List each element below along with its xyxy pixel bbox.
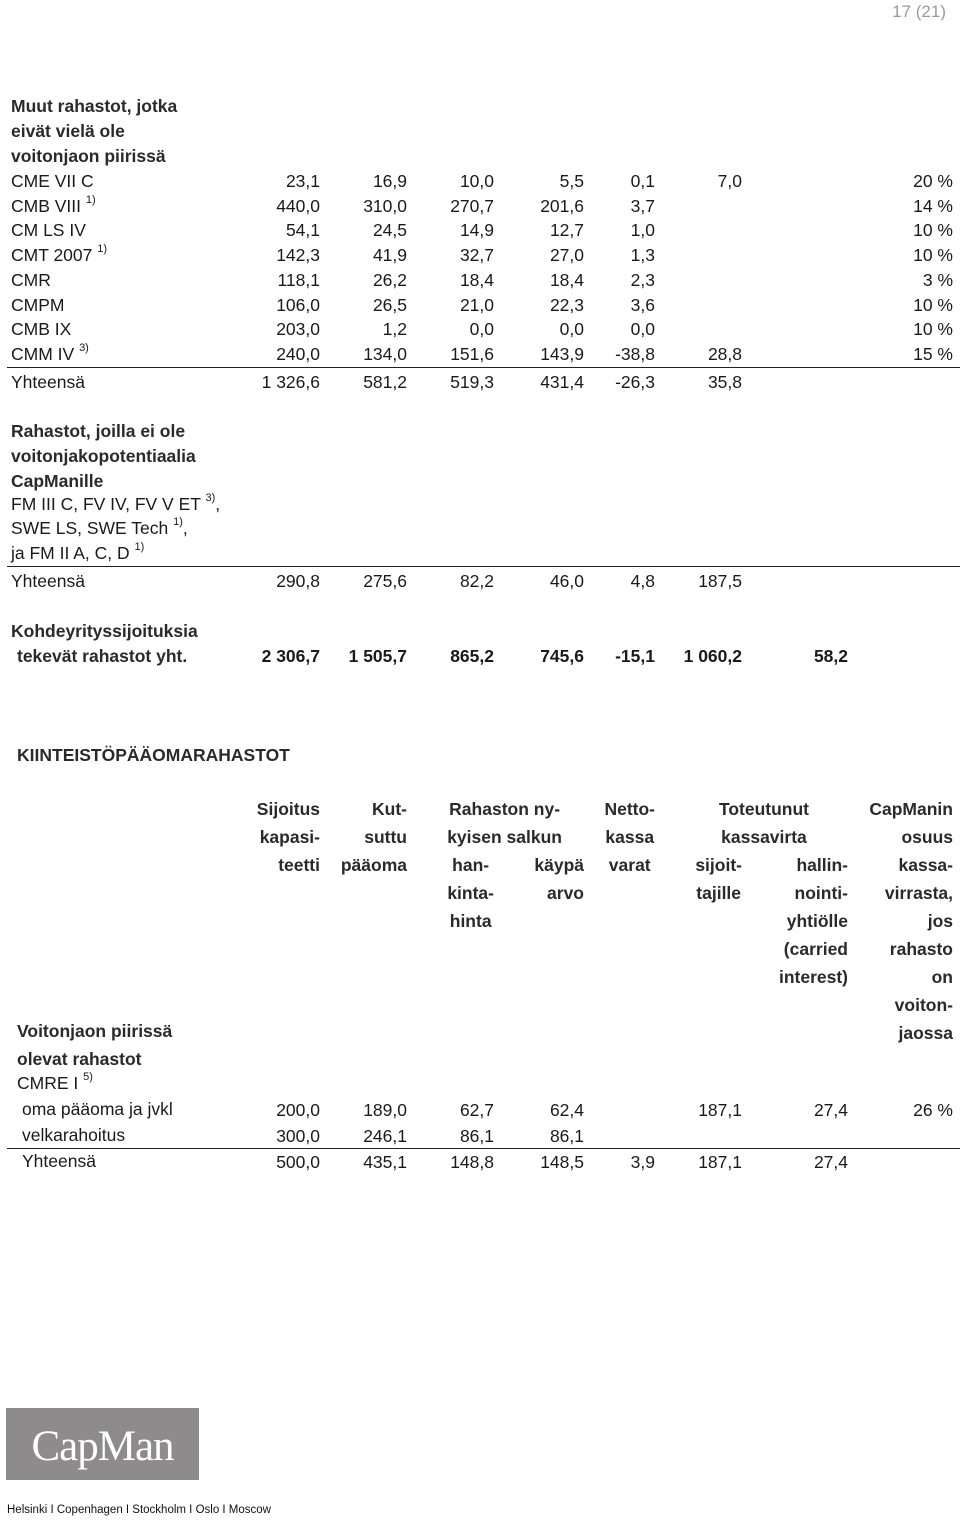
table-cell: 1,2 — [382, 319, 407, 340]
total-cell: 519,3 — [450, 372, 494, 392]
total-cell: 187,5 — [698, 571, 742, 591]
share-percent: 3 % — [922, 269, 953, 290]
table-cell: 27,0 — [549, 245, 584, 266]
header-nettokassavarat: Netto- kassa varat — [604, 799, 655, 875]
table-row-name: oma pääoma ja jvkl — [22, 1099, 173, 1119]
share-percent: 10 % — [913, 220, 953, 241]
table-row-name: CMM IV $^{3)}$ — [11, 342, 89, 364]
table-cell: 16,9 — [372, 171, 407, 191]
table-cell: 18,4 — [549, 269, 584, 290]
footnote-marker: 3) — [205, 492, 216, 505]
total-cell: 35,8 — [707, 372, 742, 392]
table-row-name: CME VII C — [11, 171, 94, 191]
table-rule — [7, 1148, 960, 1149]
table-cell: 106,0 — [276, 294, 320, 315]
header-kutsuttu-paaoma: Kut- suttu pääoma — [340, 799, 407, 875]
table-cell: 26,2 — [372, 269, 407, 290]
table-cell: 310,0 — [363, 195, 407, 216]
total-label: Yhteensä — [22, 1151, 96, 1171]
table-row-name: velkarahoitus — [22, 1124, 126, 1145]
table-cell: 10,0 — [459, 171, 494, 191]
table-cell: 0,0 — [469, 319, 494, 340]
table-row-name: CMPM — [11, 294, 65, 315]
fund-list: FM III C, FV IV, FV V ET $^{3)}$, — [11, 492, 221, 514]
table-cell: 2,3 — [630, 269, 655, 290]
table-cell: 21,0 — [459, 294, 494, 315]
table-cell: 270,7 — [450, 195, 494, 216]
table-cell: 151,6 — [450, 343, 494, 364]
table-cell: 54,1 — [285, 220, 320, 241]
header-kaypa-arvo: käypä arvo — [534, 855, 584, 903]
share-percent: 26 % — [913, 1100, 953, 1120]
total-cell: 1 326,6 — [261, 372, 320, 392]
group-heading: Voitonjaon piirissä — [17, 1021, 173, 1041]
table-cell: 201,6 — [540, 195, 584, 216]
logo-text: CapMan — [31, 1423, 174, 1470]
table-cell: 24,5 — [372, 220, 407, 241]
section-heading: voitonjaon piirissä — [11, 146, 166, 166]
header-capmanin-osuus: CapManin osuus kassa- virrasta, jos rahasto on voiton- jaossa — [869, 799, 953, 1043]
grand-total-cell: 2 306,7 — [261, 646, 320, 666]
total-cell: 581,2 — [363, 372, 407, 392]
grand-total-cell: -15,1 — [615, 646, 655, 666]
table-cell: 1,0 — [630, 220, 655, 241]
total-cell: 431,4 — [540, 372, 584, 392]
table-cell: 22,3 — [549, 294, 584, 315]
share-percent: 10 % — [913, 294, 953, 315]
total-label: Yhteensä — [11, 571, 85, 591]
table-cell: 5,5 — [559, 171, 584, 191]
table-row-name: CMT 2007 $^{1)}$ — [11, 243, 108, 266]
total-cell: 435,1 — [363, 1152, 407, 1172]
table-cell: 0,1 — [630, 171, 655, 191]
table-cell: 86,1 — [549, 1125, 584, 1146]
page-number: 17 (21) — [892, 2, 946, 21]
header-hallinnointiyhtiolle: hallin- nointi- yhtiölle (carried interest) — [778, 855, 848, 987]
table-row-name: CMR — [11, 269, 51, 290]
table-cell: 0,0 — [630, 319, 655, 340]
section-heading: Muut rahastot, jotka — [11, 96, 178, 116]
capman-logo — [6, 1408, 199, 1480]
table-rule — [7, 367, 960, 368]
total-cell: 500,0 — [276, 1152, 320, 1172]
table-cell: 240,0 — [276, 343, 320, 364]
table-cell: 203,0 — [276, 319, 320, 340]
total-cell: 46,0 — [549, 571, 584, 591]
total-cell: 27,4 — [813, 1152, 848, 1172]
total-cell: 290,8 — [276, 571, 320, 591]
table-cell: 3,7 — [630, 195, 655, 216]
footnote-marker: 1) — [134, 541, 145, 554]
fund-name: CMRE I $^{5)}$ — [17, 1071, 93, 1093]
total-cell: 275,6 — [363, 571, 407, 591]
footnote-marker: 5) — [83, 1071, 93, 1084]
total-cell: 82,2 — [459, 571, 494, 591]
kiint-title: KIINTEISTÖPÄÄOMARAHASTOT — [17, 745, 290, 765]
table-cell: 28,8 — [707, 343, 742, 364]
share-percent: 14 % — [913, 195, 953, 216]
total-label: Yhteensä — [11, 372, 85, 392]
table-cell: 26,5 — [372, 294, 407, 315]
table-cell: 14,9 — [459, 220, 494, 241]
grand-total-cell: 745,6 — [540, 646, 584, 666]
footnote-marker: 1) — [173, 516, 183, 529]
fund-list: ja FM II A, C, D $^{1)}$ — [11, 541, 145, 563]
table-cell: 0,0 — [559, 319, 584, 340]
table-cell: 23,1 — [285, 171, 320, 191]
grand-total-cell: 58,2 — [813, 646, 848, 666]
section-heading: voitonjakopotentiaalia — [11, 446, 196, 466]
table-row-name: CMB VIII $^{1)}$ — [11, 193, 96, 216]
table-cell: 3,6 — [630, 294, 655, 315]
footer-locations: Helsinki I Copenhagen I Stockholm I Oslo I Moscow — [7, 1504, 271, 1516]
section-heading: tekevät rahastot yht. — [17, 646, 188, 666]
total-cell: 3,9 — [630, 1152, 655, 1172]
table-cell: 134,0 — [363, 343, 407, 364]
share-percent: 10 % — [913, 245, 953, 266]
table-cell: 189,0 — [363, 1100, 407, 1120]
table-cell: 1,3 — [630, 245, 655, 266]
table-cell: 18,4 — [459, 269, 494, 290]
table-cell: 187,1 — [698, 1100, 742, 1120]
total-cell: 4,8 — [630, 571, 655, 591]
total-cell: 148,8 — [450, 1152, 494, 1172]
header-hankintahinta: han- kinta- hinta — [447, 855, 494, 931]
table-row-name: CM LS IV — [11, 220, 86, 241]
section-heading: CapManille — [11, 471, 104, 491]
share-percent: 15 % — [913, 343, 953, 364]
table-cell: 86,1 — [459, 1125, 494, 1146]
share-percent: 10 % — [913, 319, 953, 340]
table-cell: 143,9 — [540, 343, 584, 364]
footnote-marker: 1) — [97, 243, 108, 256]
table-cell: 62,4 — [549, 1100, 584, 1120]
section-heading: Rahastot, joilla ei ole — [11, 421, 186, 441]
header-sijoittajille: sijoit- tajille — [695, 855, 742, 903]
share-percent: 20 % — [913, 171, 953, 191]
section-heading: Kohdeyrityssijoituksia — [11, 621, 198, 641]
grand-total-cell: 1 060,2 — [683, 646, 742, 666]
table-cell: 300,0 — [276, 1125, 320, 1146]
table-cell: 7,0 — [717, 171, 742, 191]
table-cell: 32,7 — [459, 245, 494, 266]
fund-list: SWE LS, SWE Tech $^{1)}$, — [11, 516, 188, 538]
header-sijoituskapasiteetti: Sijoitus kapasi- teetti — [256, 799, 320, 875]
footnote-marker: 3) — [79, 342, 89, 355]
header-toteutunut-kassavirta: Toteutunut kassavirta — [718, 799, 809, 847]
header-rahaston-salkku: Rahaston ny- kyisen salkun — [447, 799, 562, 847]
table-cell: 440,0 — [276, 195, 320, 216]
table-row-name: CMB IX — [11, 319, 72, 340]
total-cell: 187,1 — [698, 1152, 742, 1172]
group-heading: olevat rahastot — [17, 1049, 142, 1069]
total-cell: 148,5 — [540, 1152, 584, 1172]
table-cell: 118,1 — [277, 269, 320, 290]
total-cell: -26,3 — [615, 372, 655, 392]
table-cell: 142,3 — [276, 245, 320, 266]
section-heading: eivät vielä ole — [11, 121, 125, 141]
table-cell: 27,4 — [813, 1100, 848, 1120]
table-cell: 41,9 — [372, 245, 407, 266]
grand-total-cell: 1 505,7 — [348, 646, 407, 666]
footnote-marker: 1) — [85, 193, 96, 206]
table-cell: 62,7 — [459, 1100, 494, 1120]
table-cell: 200,0 — [276, 1100, 320, 1120]
table-cell: 12,7 — [549, 220, 584, 241]
table-cell: -38,8 — [615, 343, 655, 364]
table-rule — [7, 566, 960, 567]
grand-total-cell: 865,2 — [450, 646, 494, 666]
table-cell: 246,1 — [363, 1125, 407, 1146]
